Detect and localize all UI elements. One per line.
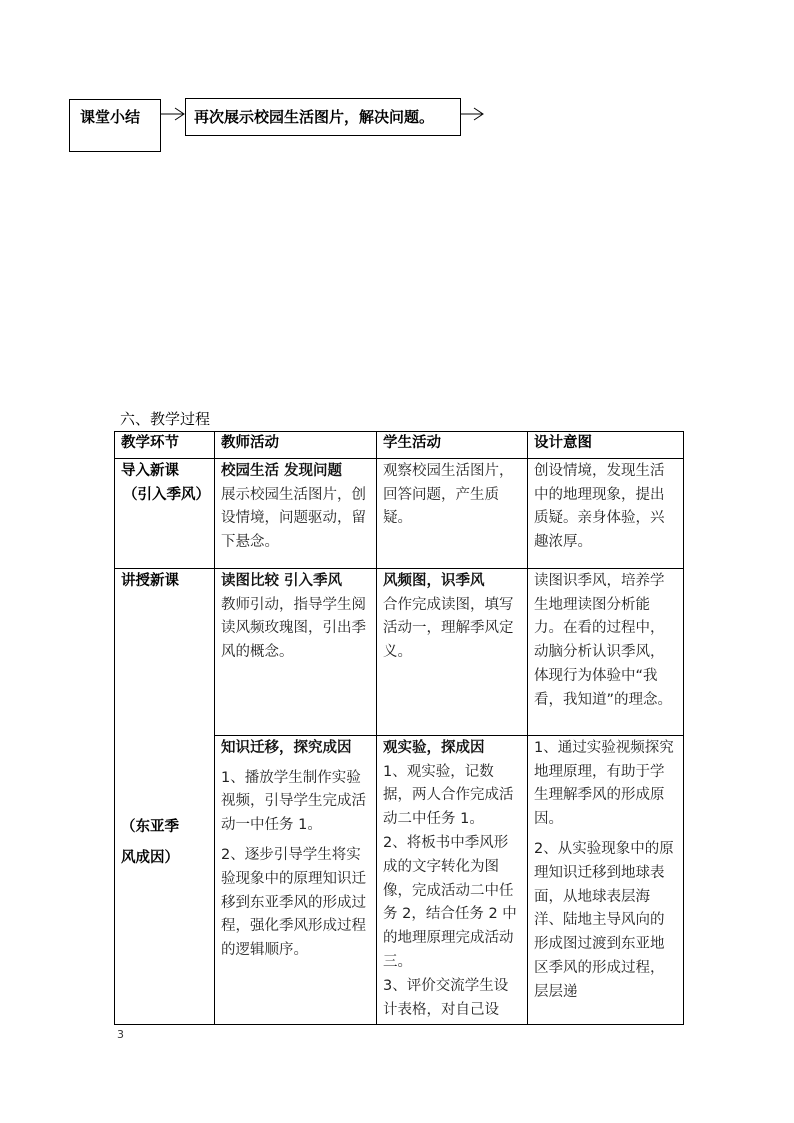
stage-cell xyxy=(115,568,215,1025)
header-teacher: 教师活动 xyxy=(215,432,377,459)
student-text: 3、评价交流学生设计表格，对自己设 xyxy=(383,977,509,1018)
student-cell xyxy=(377,458,528,568)
teaching-process-table xyxy=(114,431,684,1025)
stage-line: 导入新课 xyxy=(121,462,179,479)
stage-line: （引入季风） xyxy=(123,486,210,503)
student-title: 风频图，识季风 xyxy=(383,572,485,589)
teacher-text: 展示校园生活图片，创设情境，问题驱动，留下悬念。 xyxy=(221,486,366,551)
student-text: 2、将板书中季风形成的文字转化为图像，完成活动二中任务 2，结合任务 2 中的地理原理完成活动三。 xyxy=(383,834,517,970)
stage-line: 风成因） xyxy=(121,850,179,867)
design-text: 读图识季风，培养学生地理读图分析能力。在看的过程中，动脑分析认识季风，体现行为体验中“我看，我知道”的理念。 xyxy=(534,572,673,708)
stage-line: 讲授新课 xyxy=(121,572,179,589)
section-title: 六、教学过程 xyxy=(120,410,211,428)
student-cell xyxy=(377,568,528,735)
design-text: 创设情境，发现生活中的地理现象，提出质疑。亲身体验，兴趣浓厚。 xyxy=(534,462,665,551)
teacher-title: 知识迁移，探究成因 xyxy=(221,739,352,756)
table-row xyxy=(115,568,684,735)
teacher-title: 校园生活 发现问题 xyxy=(221,462,343,479)
summary-label: 课堂小结 xyxy=(80,108,141,126)
design-text: 1、通过实验视频探究地理原理，有助于学生理解季风的形成原因。 xyxy=(534,739,674,828)
teacher-cell xyxy=(215,458,377,568)
teacher-text: 1、播放学生制作实验视频，引导学生完成活动一中任务 1。 xyxy=(221,769,366,834)
header-stage: 教学环节 xyxy=(115,432,215,459)
student-text: 观察校园生活图片，回答问题，产生质疑。 xyxy=(383,462,514,527)
stage-line: （东亚季 xyxy=(121,818,179,835)
table-header-row xyxy=(115,432,684,459)
teacher-title: 读图比较 引入季风 xyxy=(221,572,343,589)
arrow-right-icon xyxy=(161,107,187,121)
design-text: 2、从实验现象中的原理知识迁移到地球表面，从地球表层海洋、陆地主导风向的形成图过渡到东亚地区季风的形成过程，层层递 xyxy=(534,840,674,1000)
design-cell xyxy=(528,735,684,1025)
design-cell xyxy=(528,568,684,735)
table-row xyxy=(115,458,684,568)
review-box xyxy=(185,98,461,136)
design-cell xyxy=(528,458,684,568)
teacher-text: 教师引动，指导学生阅读风频玫瑰图，引出季风的概念。 xyxy=(221,596,366,661)
header-design: 设计意图 xyxy=(528,432,684,459)
arrow-right-icon xyxy=(461,107,485,121)
review-label: 再次展示校园生活图片，解决问题。 xyxy=(194,108,435,126)
student-title: 观实验，探成因 xyxy=(383,739,485,756)
page-number: 3 xyxy=(117,1028,124,1041)
student-cell xyxy=(377,735,528,1025)
teacher-text: 2、逐步引导学生将实验现象中的原理知识迁移到东亚季风的形成过程，强化季风形成过程的逻辑顺序。 xyxy=(221,846,366,959)
summary-box xyxy=(69,99,161,152)
header-student: 学生活动 xyxy=(377,432,528,459)
teacher-cell xyxy=(215,568,377,735)
student-text: 1、观实验，记数据，两人合作完成活动二中任务 1。 xyxy=(383,763,514,828)
stage-cell xyxy=(115,458,215,568)
teacher-cell xyxy=(215,735,377,1025)
student-text: 合作完成读图，填写活动一，理解季风定义。 xyxy=(383,596,514,661)
